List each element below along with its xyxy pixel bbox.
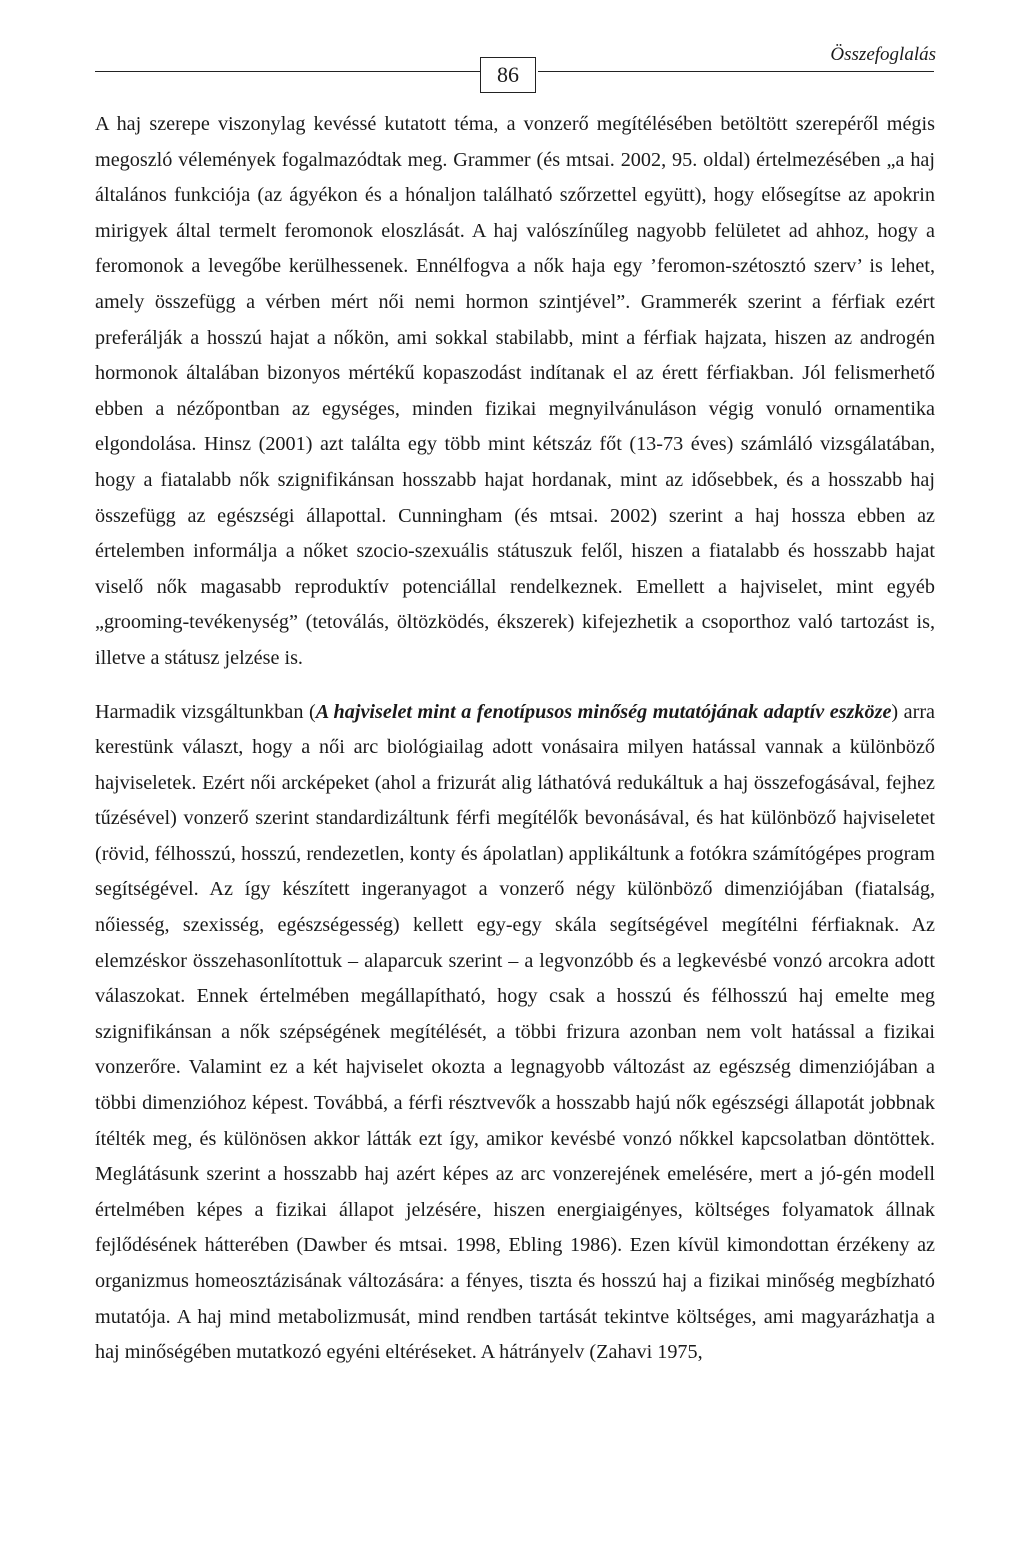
paragraph: A haj szerepe viszonylag kevéssé kutatott téma, a vonzerő megítélésében betöltött szerepéről mégis megoszló vélemények fogalmazódtak meg. Grammer (és mtsai. 2002, 95. oldal) értelmezésében „a haj általános funkciója (az ágyékon és a hónaljon található szőrzettel együtt), hogy elősegítse az apokrin mirigyek által termelt feromonok eloszlását. A haj valószínűleg nagyobb felületet ad ahhoz, hogy a feromonok a levegőbe kerülhessenek. Ennélfogva a nők haja egy ’feromon-szétosztó szerv’ is lehet, amely összefügg a vérben mért női nemi hormon szintjével”. Grammerék szerint a férfiak ezért preferálják a hosszú hajat a nőkön, ami sokkal stabilabb, mint a férfiak hajzata, hiszen az androgén hormonok általában bizonyos mértékű kopaszodást indítanak el az érett férfiakban. Jól felismerhető ebben a nézőpontban az egységes, minden fizikai megnyilvánuláson végig vonuló ornamentika elgondolása. Hinsz (2001) azt találta egy több mint kétszáz főt (13-73 éves) számláló vizsgálatában, hogy a fiatalabb nők szignifikánsan hosszabb hajat hordanak, mint az idősebbek, és a hosszabb haj összefügg az egészségi állapottal. Cunningham (és mtsai. 2002) szerint a haj hossza ebben az értelemben informálja a nőket szocio-szexuális státuszuk felől, hiszen a fiatalabb és hosszabb hajat viselő nők magasabb reproduktív potenciállal rendelkeznek. Emellett a hajviselet, mint egyéb „grooming-tevékenység” (tetoválás, öltözködés, ékszerek) kifejezhetik a csoporthoz való tartozást is, illetve a státusz jelzése is. — [95, 113, 935, 669]
paragraph-text: ) arra kerestünk választ, hogy a női arc biológiailag adott vonásaira milyen hatással vannak a különböző hajviseletek. Ezért női arcképeket (ahol a frizurát alig láthatóvá redukáltuk a haj összefogásával, fejhez tűzésével) vonzerő szerint standardizáltunk férfi megítélők bevonásával, és hat különböző hajviseletet (rövid, félhosszú, hosszú, rendezetlen, konty és ápolatlan) applikáltunk a fotókra számítógépes program segítségével. Az így készített ingeranyagot a vonzerő négy különböző dimenziójában (fiatalság, nőiesség, szexisség, egészségesség) kellett egy-egy skála segítségével megítélni férfiaknak. Az elemzéskor összehasonlítottuk – alaparcuk szerint – a legvonzóbb és a legkevésbé vonzó arcokra adott válaszokat. Ennek értelmében megállapítható, hogy csak a hosszú és félhosszú haj emelte meg szignifikánsan a nők szépségének megítélését, a többi frizura azonban nem volt hatással a fizikai vonzerőre. Valamint ez a két hajviselet okozta a legnagyobb változást az egészség dimenziójában a többi dimenzióhoz képest. Továbbá, a férfi résztvevők a hosszabb hajú nők egészségi állapotát jobbnak ítélték meg, és különösen akkor látták ezt így, amikor kevésbé vonzó nőkkel kapcsolatban döntöttek. Meglátásunk szerint a hosszabb haj azért képes az arc vonzerejének emelésére, mert a jó-gén modell értelmében képes a fizikai állapot jelzésére, hiszen energiaigényes, költséges folyamatok állnak fejlődésének hátterében (Dawber és mtsai. 1998, Ebling 1986). Ezen kívül kimondottan érzékeny az organizmus homeosztázisának változására: a fényes, tiszta és hosszú haj a fizikai minőség megbízható mutatója. A haj mind metabolizmusát, mind rendben tartását tekintve költséges, ami magyarázhatja a haj minőségében mutatkozó egyéni eltéréseket. A hátrányelv (Zahavi 1975, — [95, 700, 936, 1364]
running-head: Összefoglalás — [830, 44, 936, 65]
paragraph-text: Harmadik vizsgáltunkban ( — [95, 700, 316, 723]
body-text — [95, 107, 935, 1371]
header-rule-right — [538, 71, 934, 72]
page-header — [0, 0, 1024, 110]
header-rule-left — [95, 71, 480, 72]
page-number: 86 — [480, 57, 536, 93]
paragraph — [95, 695, 935, 1371]
study-title: A hajviselet mint a fenotípusos minőség mutatójának adaptív eszköze — [315, 700, 892, 723]
